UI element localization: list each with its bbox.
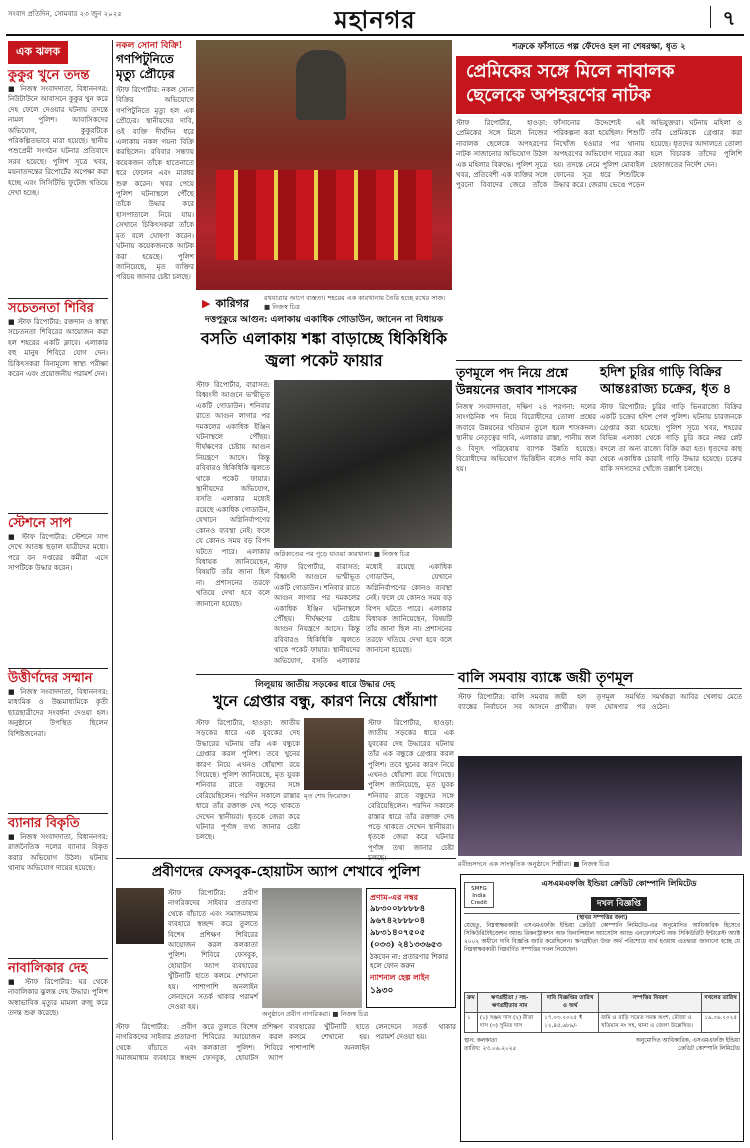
helpline-number: (০৩৩) ২৪১৩৩৬৫৩ xyxy=(370,940,442,950)
briefs-tag: এক ঝলক xyxy=(8,41,68,64)
officer-photo xyxy=(116,888,164,944)
fake-call-note: ঠকবেন না: প্রতারণার শিকার হলে ফোন করুন xyxy=(370,953,449,970)
story-fake-gold xyxy=(116,40,194,440)
brief-title: উত্তীর্ণদের সম্মান xyxy=(8,671,93,686)
brief-title: সচেতনতা শিবির xyxy=(8,301,94,316)
training-photo xyxy=(262,888,362,1008)
page-number: ৭ xyxy=(722,6,736,30)
story-title: তৃণমূলে পদ নিয়ে প্রশ্নে উন্নয়নের জবাব শাসকের xyxy=(456,365,577,397)
table-row xyxy=(465,1013,740,1033)
chariot-decorations xyxy=(216,170,432,260)
artisan-tag: ▶ কারিগর xyxy=(202,297,249,310)
cultural-event-photo xyxy=(458,756,742,856)
notice-table xyxy=(464,992,740,1033)
brief-body: ■ স্টাফ রিপোর্টার: স্টেশনে সাপ দেখে আতঙ্ক ছড়াল যাত্রীদের মধ্যে। পরে বন দপ্তরের কর্মীরা এসে সাপটিকে উদ্ধার করেন। xyxy=(8,533,108,573)
brief-body: ■ স্টাফ রিপোর্টার: ঘর থেকে নাবালিকার ঝুলন্ত দেহ উদ্ধার। পুলিশ অস্বাভাবিক মৃত্যুর মামলা রুজু করে তদন্ত শুরু করেছে। xyxy=(8,978,108,1018)
notice-signatory: অনুমোদিত আধিকারিক, এসএমএফজি ইন্ডিয়া ক্রেডিট কোম্পানি লিমিটেড xyxy=(635,1038,740,1052)
cultural-event-caption: রবীন্দ্রসদনে এক সাংস্কৃতিক অনুষ্ঠানে শিল্পীরা। ■ নিজস্ব চিত্র xyxy=(458,860,610,868)
artisan-caption: রথযাত্রার আগে ব্যস্ততা। শহরের এক কারখানায় তৈরি হচ্ছে রথের সাজ। ■ নিজস্ব চিত্র xyxy=(264,294,446,311)
murder-body: স্টাফ রিপোর্টার, হাওড়া: জাতীয় সড়কের ধারে এক যুবকের দেহ উদ্ধারের ঘটনায় তাঁর এক বন্ধুকে গ্রেপ্তার করল পুলিশ। তবে খুনের কারণ নিয়ে এখনও ধোঁয়াশা রয়ে গিয়েছে। পুলিশ জানিয়েছে, মৃত যুবক শনিবার রাতে বন্ধুদের সঙ্গে বেরিয়েছিলেন। পরদিন সকালে রাস্তার ধারে তাঁর রক্তাক্ত দেহ পড়ে থাকতে দেখেন স্থানীয়রা। ধৃতকে জেরা করে ঘটনার পূর্ণাঙ্গ তথ্য জানার চেষ্টা চলছে। xyxy=(196,719,300,842)
story-title: বালি সমবায় ব্যাঙ্কে জয়ী তৃণমূল xyxy=(458,668,742,689)
elope-kicker: শত্রুকে ফাঁসাতে গল্প ফেঁদেও হল না শেষরক্ষা, ধৃত ২ xyxy=(512,42,686,52)
victim-photo xyxy=(304,718,364,790)
story-body: স্টাফ রিপোর্টার: বালি সমবায় ব্যাঙ্কের নির্বাচনে সব আসনে জয়ী হল তৃণমূল সমর্থিত প্রার্থীরা। ফল ঘোষণার পর সমর্থকরা আবির খেলায় মেতে ওঠেন। xyxy=(458,693,742,712)
fire-kicker: দত্তপুকুরে আগুন: এলাকায় একাধিক গোডাউন, জানেন না বিধায়ক xyxy=(204,315,444,325)
notice-cell: ১৭.০৩.২০২৫ ₹ ১২,৪৫,৬৮৯/- xyxy=(542,1013,599,1033)
brief-item xyxy=(8,671,108,811)
story-title: হদিশ চুরির গাড়ি বিক্রির আন্তঃরাজ্য চক্রের, ধৃত ৪ xyxy=(600,365,732,397)
story-title: গণপিটুনিতে মৃত্যু প্রৌঢ়ের xyxy=(116,52,175,81)
brief-title: ব্যানার বিকৃতি xyxy=(8,816,80,831)
training-photo-caption: অনুষ্ঠানে প্রবীণ নাগরিকরা। ■ নিজস্ব চিত্র xyxy=(262,1010,369,1018)
smfg-logo: SMFG India Credit xyxy=(464,882,494,908)
notice-col-header: দখলের তারিখ xyxy=(702,993,740,1013)
notice-date: তারিখ: ২৩.০৬.২০২৫ xyxy=(464,1046,517,1052)
helpline-title: প্রণাম-এর নম্বর xyxy=(370,892,419,902)
notice-cell: (১) সঞ্জয় দাস (২) রীতা দাস (৩) সুমিত দাস xyxy=(477,1013,542,1033)
helpline-number: ৯৬৭৪২৮৮৮০৪ xyxy=(370,916,426,926)
header-rule xyxy=(6,34,744,36)
edition-date: সংবাদ প্রতিদিন, সোমবার ২৩ জুন ২০২৫ xyxy=(8,10,122,18)
elope-body: স্টাফ রিপোর্টার, হাওড়া: প্রেমিকের সঙ্গে মিলে নিজের নাবালক ছেলেকে অপহরণের নাটক সাজানোর অভিযোগ উঠল এক মহিলার বিরুদ্ধে। পুলিশ সূত্রে খবর, প্রতিবেশী এক ব্যক্তির সঙ্গে পুরনো বিবাদের জেরে তাঁকে ফাঁসানোর উদ্দেশ্যেই এই পরিকল্পনা করা হয়েছিল। শিশুটি নিখোঁজ হওয়ার পর থানায় অপহরণের অভিযোগ দায়ের করা হয়। তদন্তে নেমে পুলিশ মোবাইল ফোনের সূত্র ধরে শিশুটিকে উদ্ধার করে। জেরায় ভেঙে পড়েন অভিযুক্তরা। ঘটনায় মহিলা ও তাঁর প্রেমিককে গ্রেপ্তার করা হয়েছে। ধৃতদের আদালতে তোলা হলে বিচারক তাঁদের পুলিশি হেফাজতের নির্দেশ দেন। xyxy=(456,119,742,190)
possession-notice xyxy=(460,874,744,1142)
brief-body: ■ নিজস্ব সংবাদদাতা, বিধাননগর: মাধ্যমিক ও উচ্চমাধ্যমিকে কৃতী ছাত্রছাত্রীদের সংবর্ধনা দেওয়া হল। অনুষ্ঠানে উপস্থিত ছিলেন বিশিষ্টজনেরা। xyxy=(8,688,108,738)
artisan-figure xyxy=(296,50,346,120)
fire-photo xyxy=(274,380,452,548)
brief-body: ■ নিজস্ব সংবাদদাতা, বিধাননগর: রাজনৈতিক দলের ব্যানার বিকৃত করার অভিযোগ উঠল। ঘটনায় থানায় অভিযোগ দায়ের হয়েছে। xyxy=(8,833,108,873)
story-bally-bank xyxy=(458,668,742,858)
brief-item xyxy=(8,516,108,666)
murder-body-continued: স্টাফ রিপোর্টার, হাওড়া: জাতীয় সড়কের ধারে এক যুবকের দেহ উদ্ধারের ঘটনায় তাঁর এক বন্ধুকে গ্রেপ্তার করল পুলিশ। তবে খুনের কারণ নিয়ে এখনও ধোঁয়াশা রয়ে গিয়েছে। পুলিশ জানিয়েছে, মৃত যুবক শনিবার রাতে বন্ধুদের সঙ্গে বেরিয়েছিলেন। পরদিন সকালে রাস্তার ধারে তাঁর রক্তাক্ত দেহ পড়ে থাকতে দেখেন স্থানীয়রা। ধৃতকে জেরা করে ঘটনার পূর্ণাঙ্গ তথ্য জানার চেষ্টা xyxy=(368,719,454,852)
victim-photo-caption: মৃত শেখ ফিরোজ। xyxy=(304,792,351,800)
notice-cell: জমি ও বাড়ি সমেত সমস্ত অংশ, মৌজা ও খতিয়ান নং সহ, থানা ও জেলা উল্লেখিত। xyxy=(598,1013,701,1033)
police-app-title: প্রবীণদের ফেসবুক-হোয়াটস অ্যাপ শেখাবে পুলিশ xyxy=(151,864,421,880)
notice-col-header: সম্পত্তির বিবরণ xyxy=(598,993,701,1013)
story-tmc-post xyxy=(456,364,596,664)
murder-title: খুনে গ্রেপ্তার বন্ধু, কারণ নিয়ে ধোঁয়াশা xyxy=(212,692,438,710)
murder-kicker: লিলুয়ায় জাতীয় সড়কের ধারে উদ্ধার দেহ xyxy=(255,680,395,690)
header-divider xyxy=(710,6,711,28)
story-kicker: নকল সোনা বিক্রি! xyxy=(116,41,183,51)
brief-title: নাবালিকার দেহ xyxy=(8,961,88,976)
story-body: স্টাফ রিপোর্টার: নকল সোনা বিক্রির অভিযোগে গণপিটুনিতে মৃত্যু হল এক প্রৌঢ়ের। স্থানীয়দের দাবি, ওই ব্যক্তি দীর্ঘদিন ধরে এলাকায় নকল গয়না বিক্রি করছিলেন। রবিবার সন্ধ্যায় কয়েকজন তাঁকে হাতেনাতে ধরে ফেলেন এবং মারধর শুরু করেন। খবর পেয়ে পুলিশ ঘটনাস্থলে পৌঁছে তাঁকে উদ্ধার করে হাসপাতালে নিয়ে যায়। সেখানে চিকিৎসকরা তাঁকে মৃত বলে ঘোষণা করেন। ঘটনায় কয়েকজনকে আটক করা হয়েছে। পুলিশ জানিয়েছে, মৃত ব্যক্তির পরিচয় জানার চেষ্টা চলছে। xyxy=(116,86,194,282)
national-helpline-number: ১৯৩০ xyxy=(370,986,394,996)
notice-cell: ১৯.০৬.২০২৫ xyxy=(702,1013,740,1033)
fire-body-continued: স্টাফ রিপোর্টার, বারাসত: বিধ্বংসী আগুনে ভস্মীভূত একটি গোডাউন। শনিবার রাতে আগুন লাগার পর দমকলের একাধিক ইঞ্জিন ঘটনাস্থলে পৌঁছয়। দীর্ঘক্ষণের চেষ্টায় আগুন নিয়ন্ত্রণে আসে। কিন্তু রবিবারও ধিকিধিকি জ্বলতে থাকে পকেট ফায়ার। স্থানীয়দের অভিযোগ, বসতি এলাকার মধ্যেই রয়েছে একাধিক গোডাউন, যেখানে অগ্নিনির্বাপণের কোনও ব্যবস্থা নেই। ফলে যে কোনও সময় বড় বিপদ ঘটতে পারে। এলাকার বিধায়ক জানিয়েছেন, বিষয়টি তাঁর জানা ছিল না। প্রশাসনের তরফে খতিয়ে দেখা হবে বলে জানানো হয়েছে। xyxy=(274,563,452,665)
section-masthead: মহানগর xyxy=(334,5,416,34)
notice-cell: ১ xyxy=(465,1013,478,1033)
artisan-photo xyxy=(196,40,452,290)
story-vehicle-theft xyxy=(600,364,742,664)
brief-body: ■ স্টাফ রিপোর্টার: রক্তদান ও স্বাস্থ্য সচেতনতা শিবিরের আয়োজন করা হল শহরের একটি ক্লাবে। এলাকার বহু মানুষ শিবিরে যোগ দেন। চিকিৎসকরা বিনামূল্যে স্বাস্থ্য পরীক্ষা করেন এবং প্রয়োজনীয় পরামর্শ দেন। xyxy=(8,318,108,379)
helpline-number: ৯৮৩১৪০৭৫০৫ xyxy=(370,928,426,938)
notice-company: এসএমএফজি ইন্ডিয়া ক্রেডিট কোম্পানি লিমিটেড xyxy=(541,879,697,888)
story-body: নিজস্ব সংবাদদাতা, দক্ষিণ ২৪ পরগনা: দলের সাংগঠনিক পদ নিয়ে বিরোধীদের তোলা প্রশ্নের জবাবে উন্নয়নের খতিয়ান তুলে ধরল শাসকদল। স্থানীয় নেতৃত্বের দাবি, এলাকার রাস্তা, পানীয় জল ও বিদ্যুৎ পরিষেবায় ব্যাপক উন্নতি হয়েছে। বিরোধীদের অভিযোগ ভিত্তিহীন বলেও দাবি করা হয়। xyxy=(456,403,596,474)
notice-title: দখল বিজ্ঞপ্তি xyxy=(591,897,647,911)
brief-title: কুকুর খুনে তদন্ত xyxy=(8,68,90,83)
elope-title: প্রেমিকের সঙ্গে মিলে নাবালক ছেলেকে অপহরণের নাটক xyxy=(456,56,742,114)
notice-col-header: দাবি বিজ্ঞপ্তির তারিখ ও অর্থ xyxy=(542,993,599,1013)
helpline-number: ৯৮৩০০৮৮৮৮৪ xyxy=(370,904,426,914)
brief-body: ■ নিজস্ব সংবাদদাতা, বিধাননগর: নিউটাউনে আবাসনে কুকুর খুন করে দেহ ফেলে দেওয়ার ঘটনায় তদন্তে নামল পুলিশ। আবাসিকদের অভিযোগ, কুকুরটিকে পরিকল্পিতভাবে মারা হয়েছে। স্থানীয় পশুপ্রেমী সংগঠন ঘটনার প্রতিবাদে সরব হয়েছে। পুলিশ সূত্রে খবর, ময়নাতদন্তের রিপোর্টের অপেক্ষা করা হচ্ছে এবং সিসিটিভি ফুটেজ খতিয়ে দেখা হচ্ছে। xyxy=(8,85,108,198)
brief-item xyxy=(8,816,108,956)
police-app-body: স্টাফ রিপোর্টার: প্রবীণ নাগরিকদের সাইবার প্রতারণা থেকে বাঁচাতে এবং সমাজমাধ্যম ব্যবহারে স্বচ্ছন্দ করে তুলতে বিশেষ প্রশিক্ষণ শিবিরের আয়োজন করল কলকাতা পুলিশ। শিবিরে ফেসবুক, হোয়াটস অ্যাপ ব্যবহারের খুঁটিনাটি হাতে কলমে শেখানো হয়। পাশাপাশি অনলাইন লেনদেনে সতর্ক থাকার পরামর্শ দেওয়া হয়। xyxy=(116,1023,456,1063)
briefs-column xyxy=(8,40,108,1140)
helpline-box xyxy=(366,888,456,1008)
brief-title: স্টেশনে সাপ xyxy=(8,516,72,531)
brief-item xyxy=(8,961,108,1071)
notice-subtitle: (স্থাবর সম্পত্তির জন্য) xyxy=(576,915,628,921)
notice-intro: যেহেতু, নিম্নস্বাক্ষরকারী এসএমএফজি ইন্ডিয়া ক্রেডিট কোম্পানি লিমিটেড-এর অনুমোদিত আধিকারিক হিসেবে সিকিউরিটাইজেশন অ্যান্ড রিকনস্ট্রাকশন অফ ফিনান্সিয়াল অ্যাসেটস অ্যান্ড এনফোর্সমেন্ট অফ সিকিউরিটি ইন্টারেস্ট অ্যাক্ট ২০০২ অধীনে দাবি বিজ্ঞপ্তি জারি করেছিলেন। ঋণগ্রহীতা উক্ত অর্থ পরিশোধে ব্যর্থ হওয়ায় এতদ্বারা জানানো হচ্ছে যে নিম্নস্বাক্ষরকারী নিম্নবর্ণিত সম্পত্তির দখল নিয়েছেন। xyxy=(464,923,740,953)
story-body: স্টাফ রিপোর্টার: চুরির গাড়ি ভিনরাজ্যে বিক্রির একটি চক্রের হদিশ পেল পুলিশ। ঘটনায় চারজনকে গ্রেপ্তার করা হয়েছে। পুলিশ সূত্রে খবর, শহরের বিভিন্ন এলাকা থেকে গাড়ি চুরি করে নম্বর প্লেট বদলে তা অন্য রাজ্যে বিক্রি করা হত। ধৃতদের কাছ থেকে একাধিক চোরাই গাড়ি উদ্ধার হয়েছে। চক্রের বাকি সদস্যদের খোঁজে তল্লাশি চলছে। xyxy=(600,403,742,474)
brief-item xyxy=(8,301,108,511)
police-app-intro: স্টাফ রিপোর্টার: প্রবীণ নাগরিকদের সাইবার প্রতারণা থেকে বাঁচাতে এবং সমাজমাধ্যম ব্যবহারে স্বচ্ছন্দ করে তুলতে বিশেষ প্রশিক্ষণ শিবিরের আয়োজন করল কলকাতা পুলিশ। শিবিরে ফেসবুক, হোয়াটস অ্যাপ ব্যবহারের খুঁটিনাটি হাতে কলমে শেখানো হয়। পাশাপাশি অনলাইন লেনদেনে সতর্ক থাকার পরামর্শ দেওয়া হয়। xyxy=(168,889,258,1012)
national-helpline-label: ন্যাশনাল হেল্প লাইন xyxy=(370,973,430,982)
fire-body: স্টাফ রিপোর্টার, বারাসত: বিধ্বংসী আগুনে ভস্মীভূত একটি গোডাউন। শনিবার রাতে আগুন লাগার পর দমকলের একাধিক ইঞ্জিন ঘটনাস্থলে পৌঁছয়। দীর্ঘক্ষণের চেষ্টায় আগুন নিয়ন্ত্রণে আসে। কিন্তু রবিবারও ধিকিধিকি জ্বলতে থাকে পকেট ফায়ার। স্থানীয়দের অভিযোগ, বসতি এলাকার মধ্যেই রয়েছে একাধিক গোডাউন, যেখানে অগ্নিনির্বাপণের কোনও ব্যবস্থা নেই। ফলে যে কোনও সময় বড় বিপদ ঘটতে পারে। এলাকার বিধায়ক জানিয়েছেন, বিষয়টি তাঁর জানা ছিল না। প্রশাসনের তরফে খতিয়ে দেখা হবে বলে জানানো হয়েছে। xyxy=(196,381,270,608)
notice-col-header: ক্রম xyxy=(465,993,478,1013)
notice-place: স্থান: কলকাতা xyxy=(464,1038,497,1044)
fire-title: বসতি এলাকায় শঙ্কা বাড়াচ্ছে ধিকিধিকি জ্বলা পকেট ফায়ার xyxy=(200,329,448,370)
brief-item xyxy=(8,68,108,296)
fire-photo-caption: অগ্নিকাণ্ডের পর পুড়ে যাওয়া কারখানা। ■ নিজস্ব চিত্র xyxy=(274,550,410,558)
notice-col-header: ঋণগ্রহীতা / সহ-ঋণগ্রহীতার নাম xyxy=(477,993,542,1013)
